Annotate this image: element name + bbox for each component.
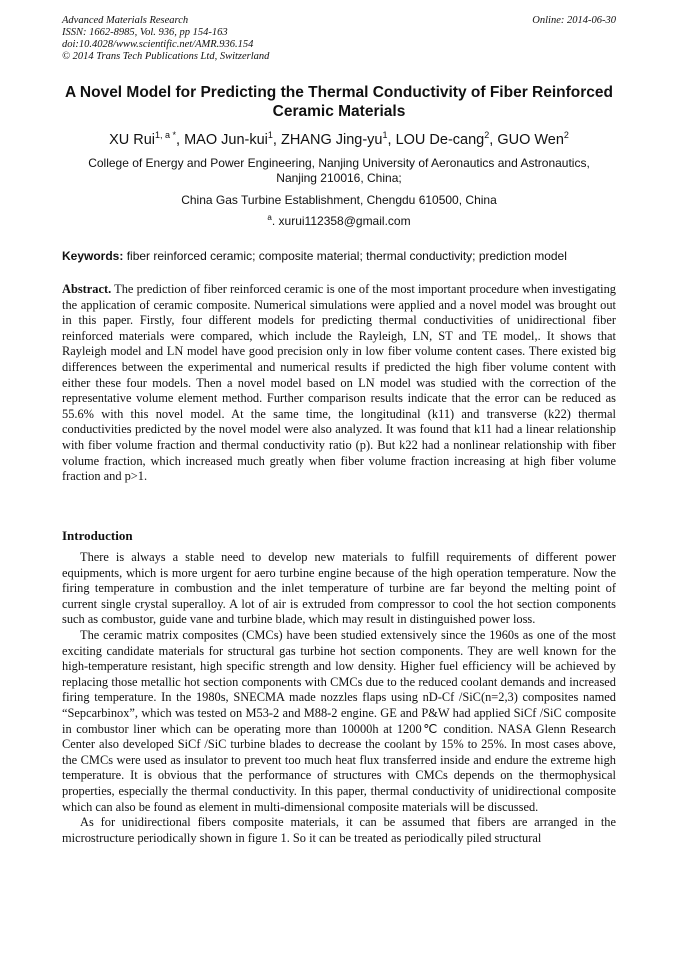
section-heading-introduction: Introduction: [62, 528, 133, 543]
author-affiliation-mark: 2: [563, 130, 569, 140]
email-mark-dot: .: [271, 214, 279, 228]
abstract-text: The prediction of fiber reinforced ceramic is one of the most important procedure when investigating the application of ceramic composite. Numerical simulations were applied and a novel model was brought out in this paper. Firstly, four different models for predicting thermal conductivities of unidirectional fiber reinforced materials were compared, which include the Rayleigh, LN, ST and TE model,. It shows that Rayleigh model and LN model have good precision only in low fiber volume content cases. There existed big differences between the experimental and numerical results if predicted the high fiber volume content with either these four models. Then a novel model based on LN model was studied with the correction of the representative volume element method. Further comparison results indicate that the error can be reduced as 55.6% with this novel model. At the same time, the longitudinal (k11) and transverse (k22) thermal conductivities predicted by the novel model were also analyzed. It was found that k11 had a linear relationship with fiber volume fraction and thermal conductivity ratio (p). But k22 had a nonlinear relationship with fiber volume fraction, which increased much greatly when fiber volume fraction increasing at high fiber volume fraction and p>1.: [62, 282, 616, 484]
email-line: [62, 214, 616, 229]
author-affiliation-mark: 1: [382, 130, 388, 140]
abstract-label: Abstract.: [62, 282, 112, 296]
journal-header: [62, 15, 269, 63]
author-affiliation-mark: 1: [267, 130, 273, 140]
paragraph: There is always a stable need to develop new materials to fulfill requirements of different power equipments, which is more urgent for aero turbine engine because of the high operation temperature. Now the firing temperature in combustion and the inlet temperature of turbine are far beyond the melting point of current single crystal superalloy. A lot of air is extruded from compressor to cool the hot section components such as combustor, guide vane and turbine blade, which may result in distinguished power loss.: [62, 550, 616, 627]
author-name: MAO Jun-kui: [184, 132, 268, 148]
author-affiliation-mark: 1, a *: [155, 130, 177, 140]
author-email: xurui112358@gmail.com: [278, 214, 411, 228]
author-separator: ,: [176, 132, 185, 148]
author-name: ZHANG Jing-yu: [280, 132, 383, 148]
author-separator: ,: [489, 132, 498, 148]
affiliation-1-line-1: College of Energy and Power Engineering, Nanjing University of Aeronautics and Astronautics,: [88, 156, 590, 170]
paragraph: The ceramic matrix composites (CMCs) have been studied extensively since the 1960s as one of the most exciting candidate materials for structural gas turbine hot section components. They are well known for the high-temperature resistant, high specific strength and low density. Higher fuel efficiency will be achieved by replacing those metallic hot section components with CMCs due to the reduced coolant demands and increased firing temperature. In the 1980s, SNECMA made nozzles flaps using nD-Cf /SiC(n=2,3) composites named “Sepcarbinox”, which was tested on M53-2 and M88-2 engine. GE and P&W had applied SiCf /SiC composite in combustor liner which can be operating more than 10000h at 1200℃ condition. NASA Glenn Research Center also developed SiCf /SiC turbine blades to decrease the coolant by 15% to 25%. In most cases above, the CMCs were used as insulator to prevent too much heat flux transferred inside and endure the extreme high temperature. It is obvious that the performance of structures with CMCs depends on the thermophysical properties, especially the thermal conductivity. In this paper, thermal conductivity of unidirectional composite which can also be found as element in multi-dimensional composite materials will be discussed.: [62, 627, 616, 814]
issn-line: ISSN: 1662-8985, Vol. 936, pp 154-163: [62, 27, 228, 38]
keywords-label: Keywords:: [62, 249, 124, 263]
paragraph: As for unidirectional fibers composite materials, it can be assumed that fibers are arranged in the microstructure periodically shown in figure 1. So it can be treated as periodically piled structural: [62, 815, 616, 845]
introduction-body: [62, 550, 616, 846]
author-separator: ,: [387, 132, 396, 148]
doi-line: doi:10.4028/www.scientific.net/AMR.936.154: [62, 39, 254, 50]
keywords-text: fiber reinforced ceramic; composite material; thermal conductivity; prediction model: [126, 249, 567, 263]
author-affiliation-mark: 2: [484, 130, 490, 140]
author-list: [62, 131, 616, 149]
author-name: XU Rui: [109, 132, 155, 148]
paper-title: A Novel Model for Predicting the Thermal Conductivity of Fiber Reinforced Ceramic Materials: [64, 84, 613, 120]
author-name: LOU De-cang: [395, 132, 485, 148]
author-separator: ,: [272, 132, 281, 148]
affiliation-1-line-2: Nanjing 210016, China;: [276, 171, 402, 185]
email-mark: a: [267, 213, 272, 222]
author-name: GUO Wen: [497, 132, 564, 148]
abstract: [62, 282, 616, 485]
affiliation-1: [62, 156, 616, 186]
online-date: Online: 2014-06-30: [532, 15, 616, 26]
journal-name: Advanced Materials Research: [62, 15, 189, 26]
keywords: [62, 249, 622, 264]
copyright-line: © 2014 Trans Tech Publications Ltd, Switzerland: [62, 51, 270, 62]
affiliation-2: China Gas Turbine Establishment, Chengdu 610500, China: [181, 193, 497, 207]
